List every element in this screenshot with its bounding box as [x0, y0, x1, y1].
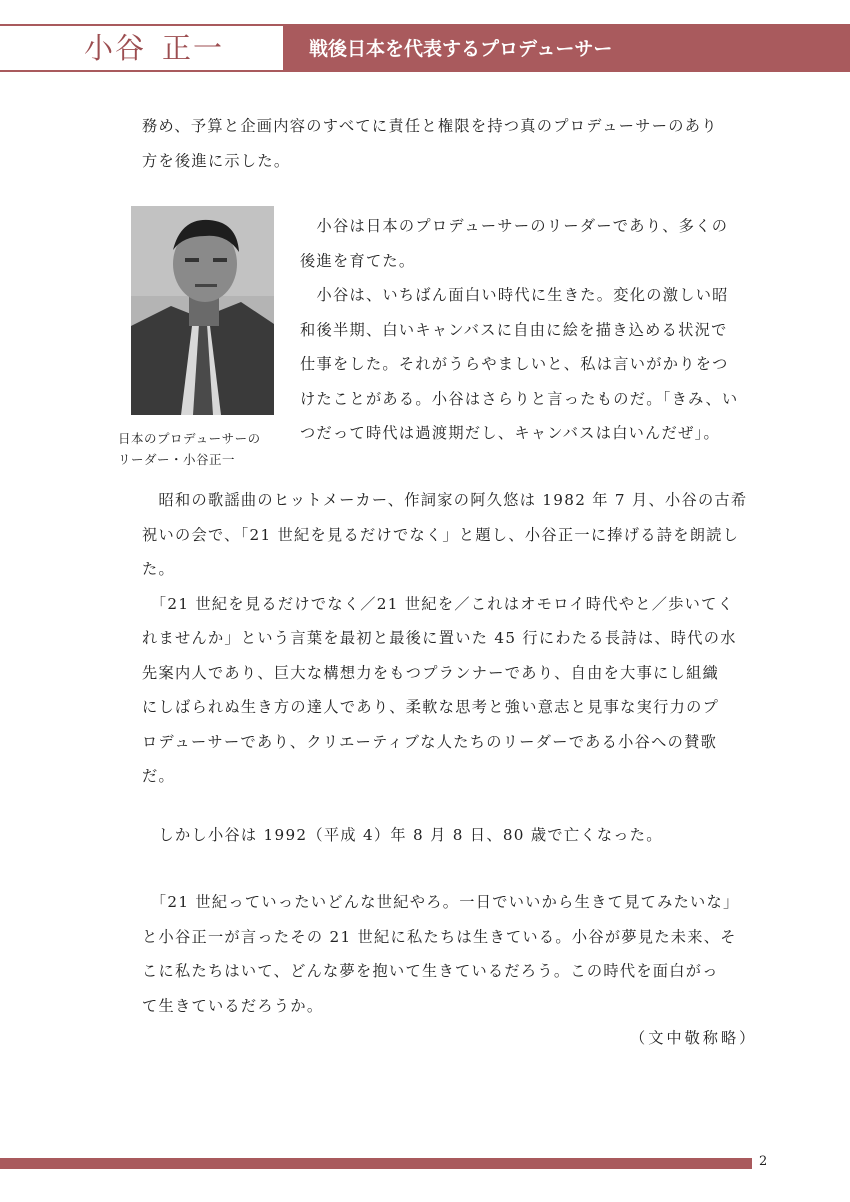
portrait-photo — [131, 206, 274, 415]
photo-caption: 日本のプロデューサーの リーダー・小谷正一 — [118, 431, 261, 467]
header-name-given: 正一 — [162, 31, 225, 65]
header-name-block — [0, 26, 283, 70]
paragraph-5: 「21 世紀っていったいどんな世紀やろ。一日でいいから生きて見てみたいな」 と小谷正一が言ったその 21 世紀に私たちは生きている。小谷が夢見た未来、そ こに私たちはいて、どんな夢を抱いて生きているだろう。この時代を面白がっ て生きているだろうか。 — [142, 893, 740, 1015]
paragraph-4: しかし小谷は 1992（平成 4）年 8 月 8 日、80 歳で亡くなった。 — [142, 826, 663, 844]
header-name-family: 小谷 — [84, 31, 147, 65]
header-subtitle: 戦後日本を代表するプロデューサー — [283, 26, 850, 72]
header-name-underline — [0, 70, 283, 72]
footer-bar — [0, 1158, 752, 1169]
paragraph-2: 小谷は日本のプロデューサーのリーダーであり、多くの 後進を育てた。 小谷は、いちばん面白い時代に生きた。変化の激しい昭 和後半期、白いキャンバスに自由に絵を描き込める状況で 仕事をした。それがうらやましいと、私は言いがかりをつ けたことがある。小谷はさらりと言ったものだ。「きみ、い つだって時代は過渡期だし、キャンバスは白いんだぜ」。 — [300, 217, 739, 442]
paragraph-3: 昭和の歌謡曲のヒットメーカー、作詞家の阿久悠は 1982 年 7 月、小谷の古希 祝いの会で、「21 世紀を見るだけでなく」と題し、小谷正一に捧げる詩を朗読し た。 「21 世紀を見るだけでなく／21 世紀を／これはオモロイ時代やと／歩いてく れませんか」という言葉を最初と最後に置いた 45 行にわたる長詩は、時代の水 先案内人であり、巨大な構想力をもつプランナーであり、自由を大事にし組織 にしばられぬ生き方の達人であり、柔軟な思考と強い意志と見事な実行力のプ ロデューサーであり、クリエーティブな人たちのリーダーである小谷への賛歌 だ。 — [142, 491, 748, 785]
page-number: 2 — [759, 1154, 768, 1169]
paragraph-1: 務め、予算と企画内容のすべてに責任と権限を持つ真のプロデューサーのあり 方を後進に示した。 — [142, 117, 718, 170]
note-honorifics-omitted: （文中敬称略） — [630, 1029, 758, 1047]
